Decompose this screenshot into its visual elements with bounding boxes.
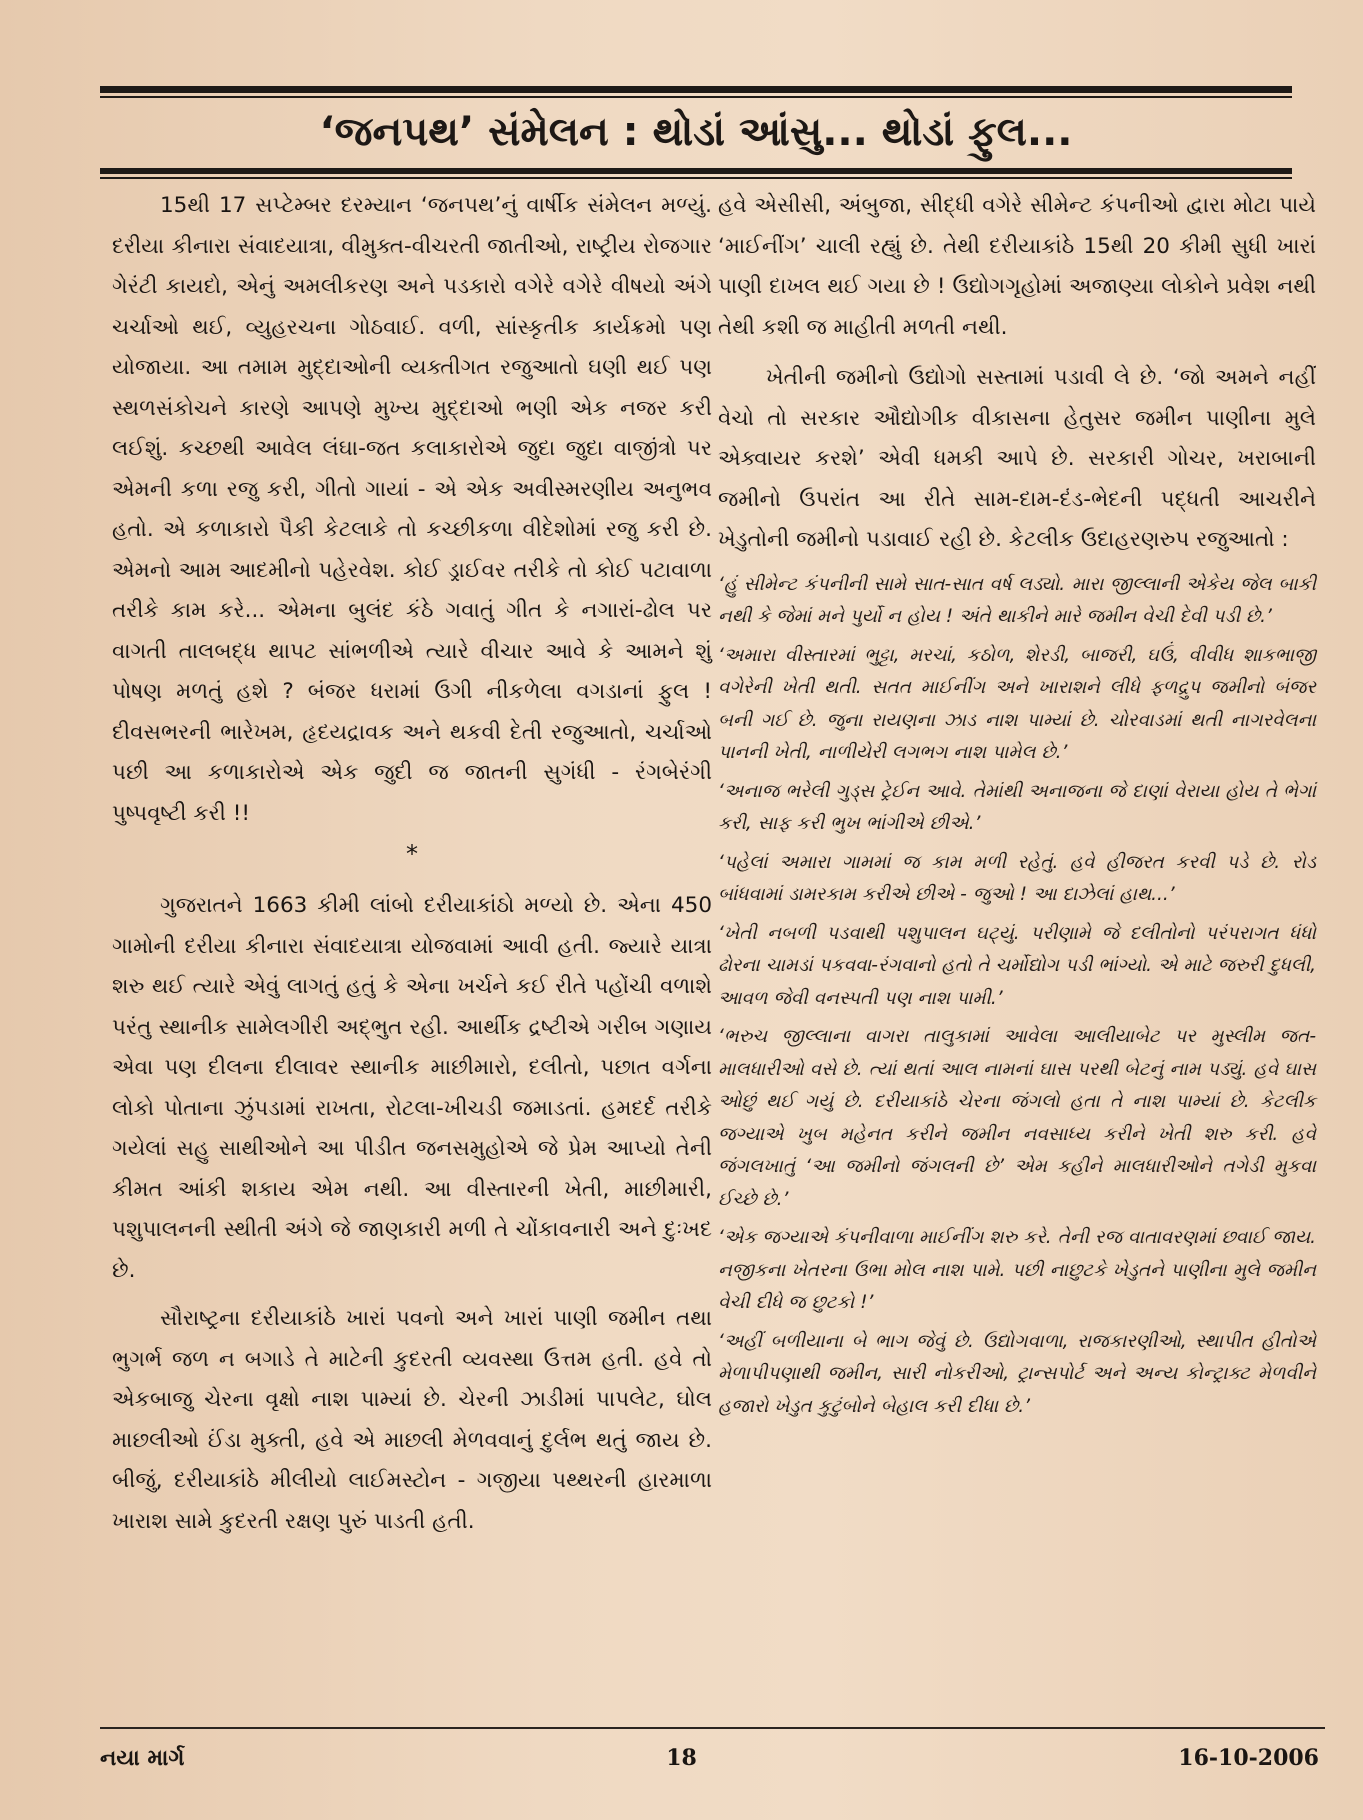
testimony-quote: ‘ખેતી નબળી પડવાથી પશુપાલન ઘટ્યું. પરીણામે જે દલીતોનો પરંપરાગત ધંધો ઢોરના ચામડાં પકવવા-રંગવાનો હતો તે ચર્મોદ્યોગ પડી ભાંગ્યો. એ માટે જરુરી દુધલી, આવળ જેવી વનસ્પતી પણ નાશ પામી.’ [718, 922, 1316, 1009]
section-separator: * [406, 840, 418, 868]
top-rule-thin [100, 96, 1292, 98]
right-column [718, 186, 1316, 1429]
footer-rule [100, 1727, 1325, 1729]
top-rule-thick [100, 86, 1292, 93]
body-paragraph: ગુજરાતને 1663 કીમી લાંબો દરીયાકાંઠો મળ્યો છે. એના 450 ગામોની દરીયા કીનારા સંવાદયાત્રા યોજવામાં આવી હતી. જ્યારે યાત્રા શરુ થઈ ત્યારે એવું લાગતું હતું કે એના ખર્ચને કઈ રીતે પહોંચી વળાશે પરંતુ સ્થાનીક સામેલગીરી અદ્ભુત રહી. આર્થીક દ્રષ્ટીએ ગરીબ ગણાય એવા પણ દીલના દીલાવર સ્થાનીક માછીમારો, દલીતો, પછાત વર્ગના લોકો પોતાના ઝુંપડામાં રાખતા, રોટલા-ખીચડી જમાડતાં. હમદર્દ તરીકે ગયેલાં સહુ સાથીઓને આ પીડીત જનસમુહોએ જે પ્રેમ આપ્યો તેની કીમત આંકી શકાય એમ નથી. આ વીસ્તારની ખેતી, માછીમારી, પશુપાલનની સ્થીતી અંગે જે જાણકારી મળી તે ચોંકાવનારી અને દુઃખદ છે. [112, 893, 712, 1283]
testimony-quote: ‘ભરુચ જીલ્લાના વાગરા તાલુકામાં આવેલા આલીયાબેટ પર મુસ્લીમ જત-માલધારીઓ વસે છે. ત્યાં થતાં આલ નામનાં ઘાસ પરથી બેટનું નામ પડ્યું. હવે ઘાસ ઓછું થઈ ગયું છે. દરીયાકાંઠે ચેરના જંગલો હતા તે નાશ પામ્યાં છે. કેટલીક જગ્યાએ ખુબ મહેનત કરીને જમીન નવસાધ્ય કરીને ખેતી શરુ કરી. હવે જંગલખાતું ‘આ જમીનો જંગલની છે’ એમ કહીને માલધારીઓને તગેડી મુકવા ઈચ્છે છે.’ [718, 1026, 1316, 1210]
body-paragraph: 15થી 17 સપ્ટેમ્બર દરમ્યાન ‘જનપથ’નું વાર્ષીક સંમેલન મળ્યું. દરીયા કીનારા સંવાદયાત્રા, વીમુક્ત-વીચરતી જાતીઓ, રાષ્ટ્રીય રોજગાર ગેરંટી કાયદો, એનું અમલીકરણ અને પડકારો વગેરે વગેરે વીષયો અંગે ચર્ચાઓ થઈ, વ્યુહરચના ગોઠવાઈ. વળી, સાંસ્કૃતીક કાર્યક્રમો પણ યોજાયા. આ તમામ મુદ્દાઓની વ્યક્તીગત રજુઆતો ઘણી થઈ પણ સ્થળસંકોચને કારણે આપણે મુખ્ય મુદ્દાઓ ભણી એક નજર કરી લઈશું. કચ્છથી આવેલ લંઘા-જત કલાકારોએ જુદા જુદા વાજીંત્રો પર એમની કળા રજુ કરી, ગીતો ગાયાં - એ એક અવીસ્મરણીય અનુભવ હતો. એ કળાકારો પૈકી કેટલાકે તો કચ્છીકળા વીદેશોમાં રજુ કરી છે. એમનો આમ આદમીનો પહેરવેશ. કોઈ ડ્રાઈવર તરીકે તો કોઈ પટાવાળા તરીકે કામ કરે... એમના બુલંદ કંઠે ગવાતું ગીત કે નગારાં-ઢોલ પર વાગતી તાલબદ્ધ થાપટ સાંભળીએ ત્યારે વીચાર આવે કે આમને શું પોષણ મળતું હશે ? બંજર ધરામાં ઉગી નીકળેલા વગડાનાં ફુલ ! દીવસભરની ભારેખમ, હૃદયદ્રાવક અને થકવી દેતી રજુઆતો, ચર્ચાઓ પછી આ કળાકારોએ એક જુદી જ જાતની સુગંધી - રંગબેરંગી પુષ્પવૃષ્ટી કરી !! [112, 193, 713, 826]
left-column [112, 186, 712, 1542]
body-paragraph: ખેતીની જમીનો ઉદ્યોગો સસ્તામાં પડાવી લે છે. ‘જો અમને નહીં વેચો તો સરકાર ઔદ્યોગીક વીકાસના હેતુસર જમીન પાણીના મુલે એક્વાયર કરશે’ એવી ધમકી આપે છે. સરકારી ગોચર, ખરાબાની જમીનો ઉપરાંત આ રીતે સામ-દામ-દંડ-ભેદની પદ્ધતી આચરીને ખેડુતોની જમીનો પડાવાઈ રહી છે. કેટલીક ઉદાહરણરુપ રજુઆતો : [718, 365, 1316, 552]
testimony-quote: ‘અમારા વીસ્તારમાં ભુટ્ટા, મરચાં, કઠોળ, શેરડી, બાજરી, ઘઉં, વીવીધ શાકભાજી વગેરેની ખેતી થતી. સતત માઈનીંગ અને ખારાશને લીધે ફળદ્રુપ જમીનો બંજર બની ગઈ છે. જુના રાયણના ઝાડ નાશ પામ્યાં છે. ચોરવાડમાં થતી નાગરવેલના પાનની ખેતી, નાળીયેરી લગભગ નાશ પામેલ છે.’ [718, 644, 1316, 763]
body-paragraph: હવે એસીસી, અંબુજા, સીદ્ધી વગેરે સીમેન્ટ કંપનીઓ દ્વારા મોટા પાયે ‘માઈનીંગ’ ચાલી રહ્યું છે. તેથી દરીયાકાંઠે 15થી 20 કીમી સુધી ખારાં પાણી દાખલ થઈ ગયા છે ! ઉદ્યોગગૃહોમાં અજાણ્યા લોકોને પ્રવેશ નથી તેથી કશી જ માહીતી મળતી નથી. [718, 193, 1316, 340]
publication-name: નયા માર્ગ [100, 1745, 185, 1771]
title-rule-thick [100, 168, 1292, 174]
testimony-quote: ‘પહેલાં અમારા ગામમાં જ કામ મળી રહેતું. હવે હીજરત કરવી પડે છે. રોડ બાંધવામાં ડામરકામ કરીએ છીએ - જુઓ ! આ દાઝેલાં હાથ...’ [718, 851, 1316, 905]
title-rule-thin [100, 177, 1292, 179]
testimony-quote: ‘અનાજ ભરેલી ગુડ્સ ટ્રેઈન આવે. તેમાંથી અનાજના જે દાણાં વેરાયા હોય તે ભેગાં કરી, સાફ કરી ભુખ ભાંગીએ છીએ.’ [718, 780, 1316, 834]
testimony-quote: ‘એક જગ્યાએ કંપનીવાળા માઈનીંગ શરુ કરે. તેની રજ વાતાવરણમાં છવાઈ જાય. નજીકના ખેતરના ઉભા મોલ નાશ પામે. પછી નાછુટકે ખેડુતને પાણીના મુલે જમીન વેચી દીધે જ છુટકો !’ [718, 1227, 1316, 1313]
page-number: 18 [666, 1745, 697, 1771]
body-paragraph: સૌરાષ્ટ્રના દરીયાકાંઠે ખારાં પવનો અને ખારાં પાણી જમીન તથા ભુગર્ભ જળ ન બગાડે તે માટેની કુદરતી વ્યવસ્થા ઉત્તમ હતી. હવે તો એકબાજુ ચેરના વૃક્ષો નાશ પામ્યાં છે. ચેરની ઝાડીમાં પાપલેટ, ઘોલ માછલીઓ ઈંડા મુક્તી, હવે એ માછલી મેળવવાનું દુર્લભ થતું જાય છે. બીજું, દરીયાકાંઠે મીલીયો લાઈમસ્ટોન - ગજીયા પથ્થરની હારમાળા ખારાશ સામે કુદરતી રક્ષણ પુરું પાડતી હતી. [112, 1306, 712, 1534]
issue-date: 16-10-2006 [1178, 1745, 1319, 1771]
testimony-quote: ‘હું સીમેન્ટ કંપનીની સામે સાત-સાત વર્ષ લડ્યો. મારા જીલ્લાની એકેય જેલ બાકી નથી કે જેમાં મને પુર્યો ન હોય ! અંતે થાકીને મારે જમીન વેચી દેવી પડી છે.’ [718, 573, 1316, 627]
testimony-quote: ‘અહીં બળીયાના બે ભાગ જેવું છે. ઉદ્યોગવાળા, રાજકારણીઓ, સ્થાપીત હીતોએ મેળાપીપણાથી જમીન, સારી નોકરીઓ, ટ્રાન્સપોર્ટ અને અન્ય કોન્ટ્રાક્ટ મેળવીને હજારો ખેડુત કુટુંબોને બેહાલ કરી દીધા છે.’ [718, 1330, 1316, 1417]
article-title: ‘જનપથ’ સંમેલન : થોડાં આંસુ... થોડાં ફુલ... [319, 109, 1073, 155]
